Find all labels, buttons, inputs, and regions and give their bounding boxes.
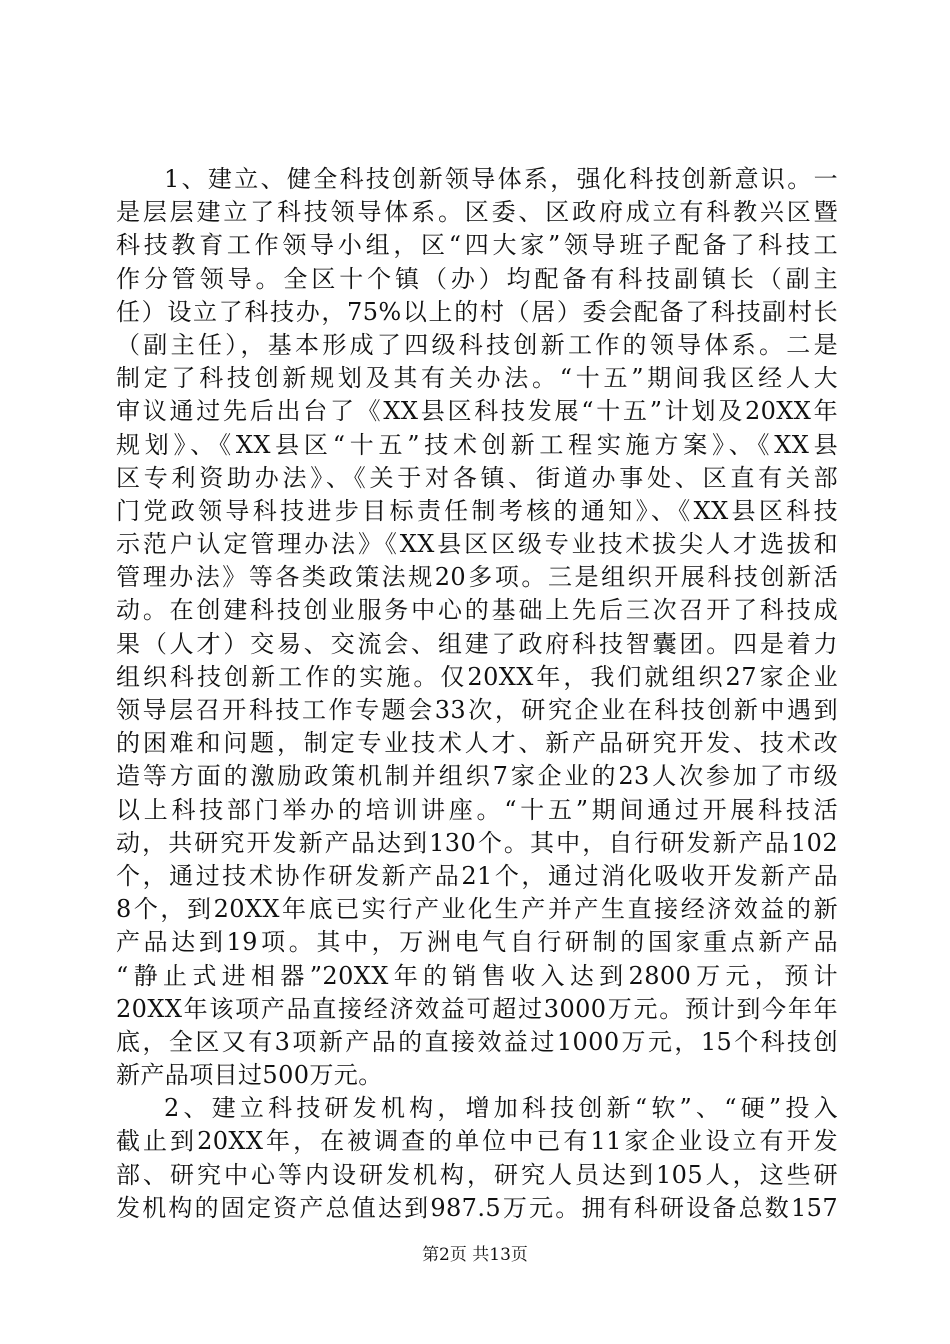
text-line: 8个，到20XX年底已实行产业化生产并产生直接经济效益的新	[116, 895, 838, 924]
text-line: 规划》、《XX县区“十五”技术创新工程实施方案》、《XX县	[116, 430, 838, 459]
text-line: 以上科技部门举办的培训讲座。“十五”期间通过开展科技活	[116, 795, 838, 824]
text-line: 制定了科技创新规划及其有关办法。“十五”期间我区经人大	[116, 364, 838, 393]
text-line: 1、建立、健全科技创新领导体系，强化科技创新意识。一	[164, 165, 838, 193]
text-line: 底，全区又有3项新产品的直接效益过1000万元，15个科技创	[116, 1027, 838, 1056]
text-line: 动，共研究开发新产品达到130个。其中，自行研发新产品102	[116, 828, 838, 857]
text-line: 科技教育工作领导小组，区“四大家”领导班子配备了科技工	[116, 231, 838, 260]
text-line: 果（人才）交易、交流会、组建了政府科技智囊团。四是着力	[116, 629, 838, 658]
text-line: 区专利资助办法》、《关于对各镇、街道办事处、区直有关部	[116, 463, 838, 492]
text-line: 个，通过技术协作研发新产品21个，通过消化吸收开发新产品	[116, 861, 838, 890]
text-line: 动。在创建科技创业服务中心的基础上先后三次召开了科技成	[116, 596, 838, 625]
text-line: 产品达到19项。其中，万洲电气自行研制的国家重点新产品	[116, 928, 838, 957]
text-line: 管理办法》等各类政策法规20多项。三是组织开展科技创新活	[116, 563, 838, 592]
text-line: （副主任），基本形成了四级科技创新工作的领导体系。二是	[116, 330, 838, 359]
text-line: 作分管领导。全区十个镇（办）均配备有科技副镇长（副主	[116, 264, 838, 293]
page-number-footer: 第2页 共13页	[422, 1245, 528, 1265]
text-line: 的困难和问题，制定专业技术人才、新产品研究开发、技术改	[116, 729, 838, 758]
text-line: 是层层建立了科技领导体系。区委、区政府成立有科教兴区暨	[116, 198, 838, 227]
text-line: 领导层召开科技工作专题会33次，研究企业在科技创新中遇到	[116, 696, 838, 724]
body-text	[116, 163, 838, 1225]
text-line: 发机构的固定资产总值达到987.5万元。拥有科研设备总数157	[116, 1193, 838, 1222]
text-line: 审议通过先后出台了《XX县区科技发展“十五”计划及20XX年	[116, 397, 838, 426]
text-line: 新产品项目过500万元。	[116, 1061, 383, 1090]
text-line: 截止到20XX年，在被调查的单位中已有11家企业设立有开发	[116, 1127, 838, 1156]
text-line: 任）设立了科技办，75%以上的村（居）委会配备了科技副村长	[116, 297, 838, 326]
text-line: 2、建立科技研发机构，增加科技创新“软”、“硬”投入	[164, 1094, 838, 1123]
text-line: 门党政领导科技进步目标责任制考核的通知》、《XX县区科技	[116, 496, 838, 525]
text-line: 组织科技创新工作的实施。仅20XX年，我们就组织27家企业	[116, 662, 838, 691]
text-line: 示范户认定管理办法》《XX县区区级专业技术拔尖人才选拔和	[116, 530, 838, 559]
text-line: “静止式进相器”20XX年的销售收入达到2800万元，预计	[116, 961, 838, 990]
text-line: 部、研究中心等内设研发机构，研究人员达到105人，这些研	[116, 1160, 838, 1189]
text-line: 造等方面的激励政策机制并组织7家企业的23人次参加了市级	[116, 762, 838, 791]
text-line: 20XX年该项产品直接经济效益可超过3000万元。预计到今年年	[116, 994, 838, 1023]
